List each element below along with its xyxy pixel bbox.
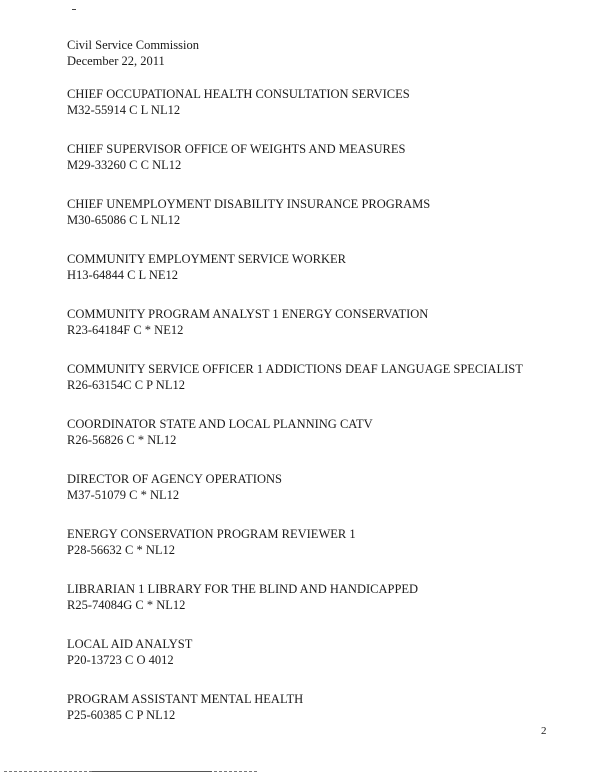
position-code: M30-65086 C L NL12 — [67, 213, 181, 227]
position-code: R23-64184F C * NE12 — [67, 323, 184, 337]
position-entry — [67, 526, 587, 581]
position-title: COMMUNITY SERVICE OFFICER 1 ADDICTIONS DEAF LANGUAGE SPECIALIST — [67, 362, 523, 376]
position-code: H13-64844 C L NE12 — [67, 268, 178, 282]
position-entry — [67, 196, 587, 251]
position-title: CHIEF SUPERVISOR OFFICE OF WEIGHTS AND MEASURES — [67, 142, 406, 156]
page-number: 2 — [541, 725, 547, 737]
position-code: R26-56826 C * NL12 — [67, 433, 177, 447]
header-date: December 22, 2011 — [67, 54, 165, 68]
position-entry — [67, 141, 587, 196]
position-entry — [67, 416, 587, 471]
position-code: M32-55914 C L NL12 — [67, 103, 181, 117]
position-entry — [67, 86, 587, 141]
position-entry — [67, 471, 587, 526]
position-code: M29-33260 C C NL12 — [67, 158, 182, 172]
position-title: PROGRAM ASSISTANT MENTAL HEALTH — [67, 692, 304, 706]
position-title: COMMUNITY PROGRAM ANALYST 1 ENERGY CONSERVATION — [67, 307, 429, 321]
position-title: CHIEF UNEMPLOYMENT DISABILITY INSURANCE PROGRAMS — [67, 197, 431, 211]
position-entry — [67, 251, 587, 306]
position-title: COMMUNITY EMPLOYMENT SERVICE WORKER — [67, 252, 346, 266]
position-code: M37-51079 C * NL12 — [67, 488, 180, 502]
position-entry — [67, 581, 587, 636]
position-code: R25-74084G C * NL12 — [67, 598, 186, 612]
position-entry — [67, 361, 587, 416]
position-title: LOCAL AID ANALYST — [67, 637, 193, 651]
position-title: LIBRARIAN 1 LIBRARY FOR THE BLIND AND HANDICAPPED — [67, 582, 419, 596]
position-title: ENERGY CONSERVATION PROGRAM REVIEWER 1 — [67, 527, 356, 541]
header-org: Civil Service Commission — [67, 38, 199, 52]
position-code: P20-13723 C O 4012 — [67, 653, 174, 667]
position-list — [67, 86, 587, 746]
position-title: COORDINATOR STATE AND LOCAL PLANNING CATV — [67, 417, 373, 431]
position-code: P25-60385 C P NL12 — [67, 708, 176, 722]
position-entry — [67, 306, 587, 361]
document-header — [67, 37, 199, 69]
scan-mark — [72, 9, 76, 10]
position-code: P28-56632 C * NL12 — [67, 543, 175, 557]
position-title: DIRECTOR OF AGENCY OPERATIONS — [67, 472, 282, 486]
position-entry — [67, 691, 587, 746]
position-code: R26-63154C C P NL12 — [67, 378, 185, 392]
scan-footer-line — [92, 771, 212, 772]
position-title: CHIEF OCCUPATIONAL HEALTH CONSULTATION SERVICES — [67, 87, 410, 101]
position-entry — [67, 636, 587, 691]
